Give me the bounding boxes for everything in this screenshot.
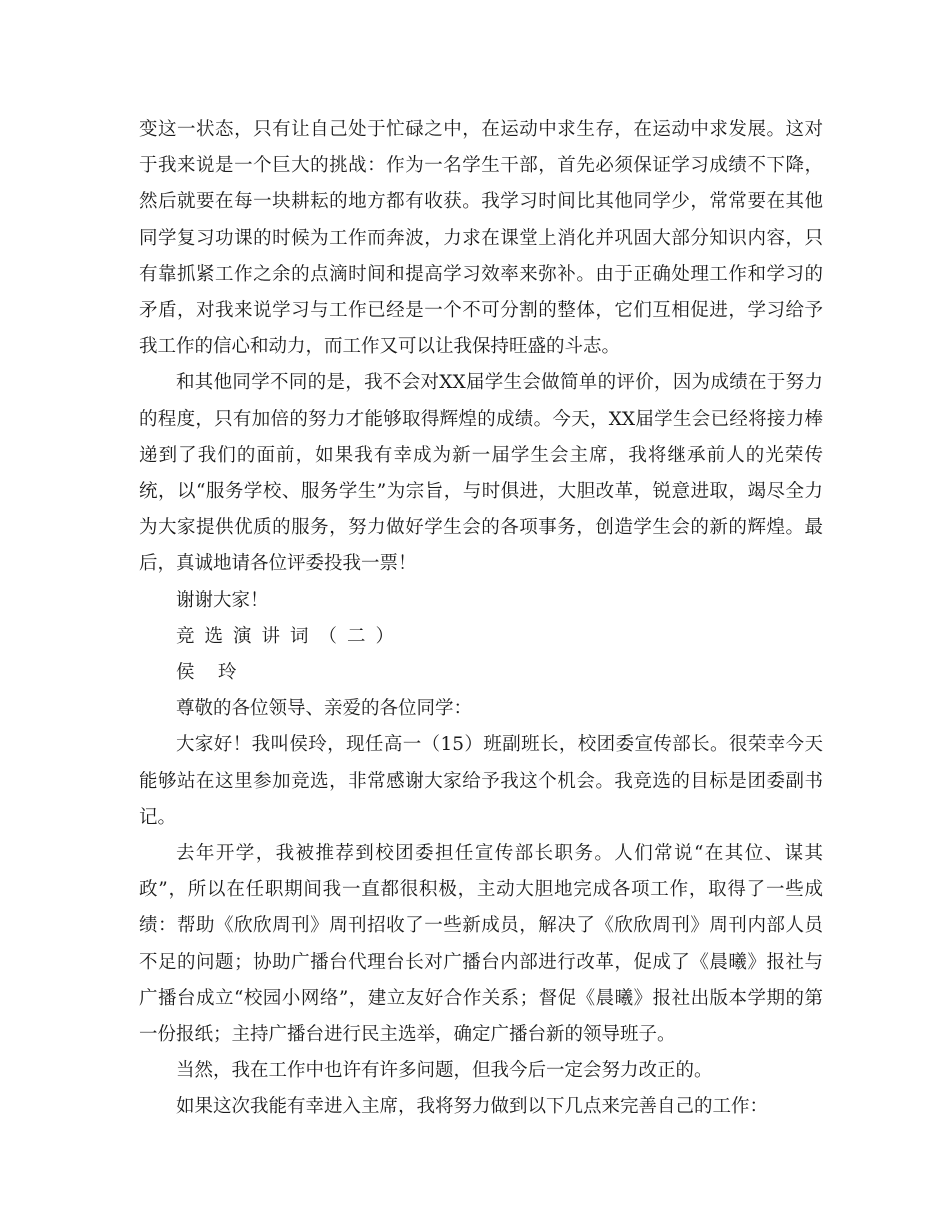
paragraph-introduction: 大家好！我叫侯玲，现任高一（15）班副班长，校团委宣传部长。很荣幸今天能够站在这里参加竞选，非常感谢大家给予我这个机会。我竞选的目标是团委副书记。 (139, 734, 823, 828)
speech-author: 侯 玲 (176, 662, 237, 684)
salutation: 尊敬的各位领导、亲爱的各位同学： (176, 698, 473, 720)
document-body (139, 112, 823, 1126)
paragraph-evaluation: 和其他同学不同的是，我不会对XX届学生会做简单的评价，因为成绩在于努力的程度，只有加倍的努力才能够取得辉煌的成绩。今天，XX届学生会已经将接力棒递到了我们的面前，如果我有幸成为新一届学生会主席，我将继承前人的光荣传统，以“服务学校、服务学生”为宗旨，与时俱进，大胆改革，锐意进取，竭尽全力为大家提供优质的服务，努力做好学生会的各项事务，创造学生会的新的辉煌。最后，真诚地请各位评委投我一票！ (139, 372, 823, 575)
paragraph-plans: 如果这次我能有幸进入主席，我将努力做到以下几点来完善自己的工作： (176, 1096, 769, 1118)
paragraph-achievements: 去年开学，我被推荐到校团委担任宣传部长职务。人们常说“在其位、谋其政”，所以在任职期间我一直都很积极，主动大胆地完成各项工作，取得了一些成绩：帮助《欣欣周刊》周刊招收了一些新成员，解决了《欣欣周刊》周刊内部人员不足的问题；协助广播台代理台长对广播台内部进行改革，促成了《晨曦》报社与广播台成立“校园小网络”，建立友好合作关系；督促《晨曦》报社出版本学期的第一份报纸；主持广播台进行民主选举，确定广播台新的领导班子。 (139, 843, 823, 1046)
speech-title: 竞选演讲词（二） (176, 625, 405, 647)
paragraph-continuation: 变这一状态，只有让自己处于忙碌之中，在运动中求生存，在运动中求发展。这对于我来说是一个巨大的挑战：作为一名学生干部，首先必须保证学习成绩不下降，然后就要在每一块耕耘的地方都有收获。我学习时间比其他同学少，常常要在其他同学复习功课的时候为工作而奔波，力求在课堂上消化并巩固大部分知识内容，只有靠抓紧工作之余的点滴时间和提高学习效率来弥补。由于正确处理工作和学习的矛盾，对我来说学习与工作已经是一个不可分割的整体，它们互相促进，学习给予我工作的信心和动力，而工作又可以让我保持旺盛的斗志。 (139, 119, 823, 358)
paragraph-thanks: 谢谢大家！ (176, 589, 269, 611)
paragraph-problems: 当然，我在工作中也许有许多问题，但我今后一定会努力改正的。 (176, 1060, 713, 1082)
